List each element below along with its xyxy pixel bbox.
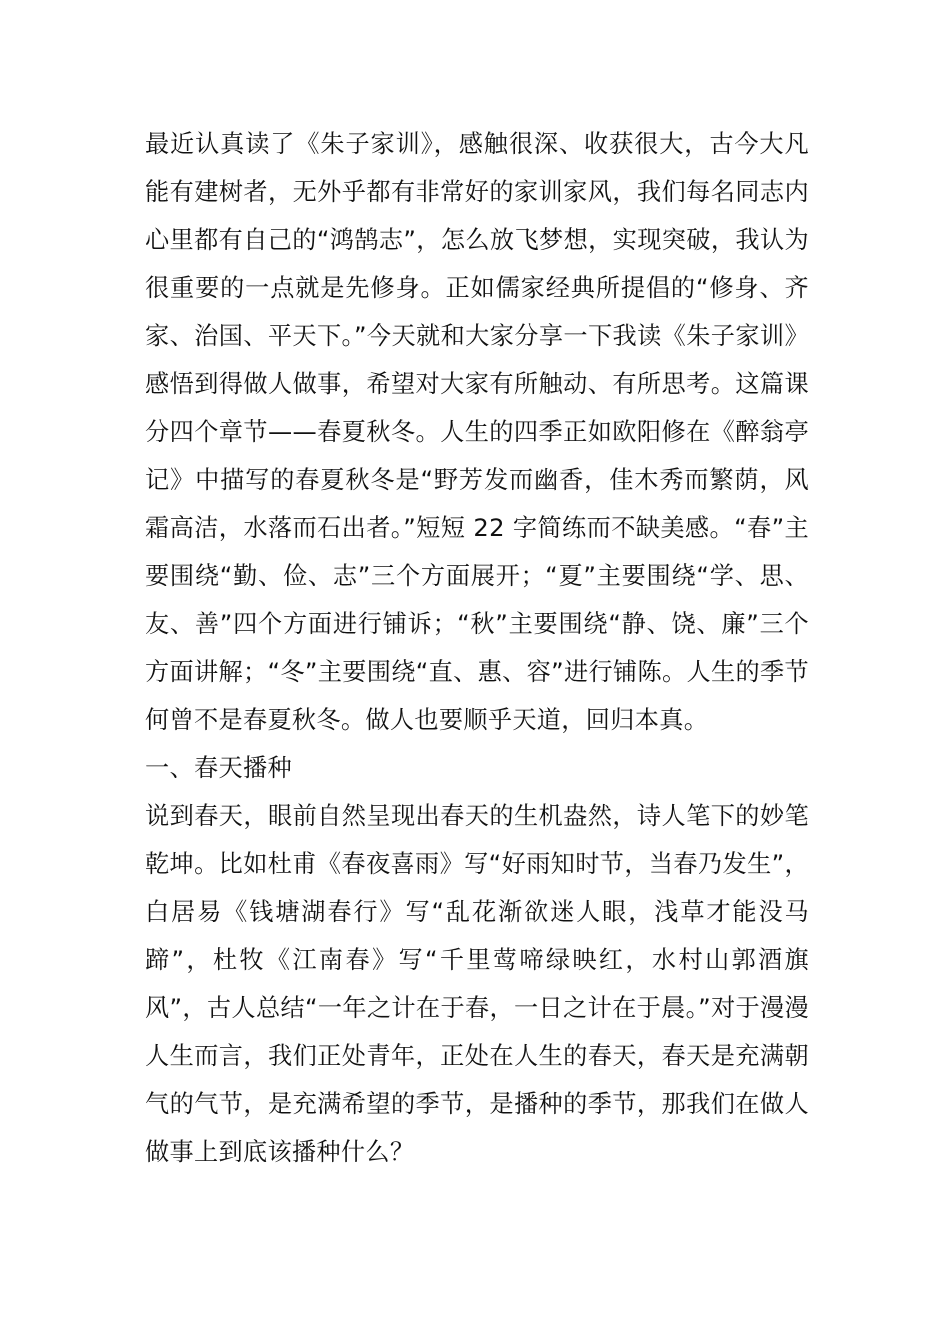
intro-paragraph: 最近认真读了《朱子家训》，感触很深、收获很大，古今大凡能有建树者，无外乎都有非常好的家训家风，我们每名同志内心里都有自己的“鸿鹄志”，怎么放飞梦想，实现突破，我认为很重要的一点就是先修身。正如儒家经典所提倡的“修身、齐家、治国、平天下。”今天就和大家分享一下我读《朱子家训》感悟到得做人做事，希望对大家有所触动、有所思考。这篇课分四个章节——春夏秋冬。人生的四季正如欧阳修在《醉翁亭记》中描写的春夏秋冬是“野芳发而幽香，佳木秀而繁荫，风霜高洁，水落而石出者。”短短 22 字简练而不缺美感。“春”主要围绕“勤、俭、志”三个方面展开；“夏”主要围绕“学、思、友、善”四个方面进行铺诉；“秋”主要围绕“静、饶、廉”三个方面讲解；“冬”主要围绕“直、惠、容”进行铺陈。人生的季节何曾不是春夏秋冬。做人也要顺乎天道，回归本真。 [145, 130, 809, 734]
spring-paragraph: 说到春天，眼前自然呈现出春天的生机盎然，诗人笔下的妙笔乾坤。比如杜甫《春夜喜雨》写“好雨知时节，当春乃发生”，白居易《钱塘湖春行》写“乱花渐欲迷人眼，浅草才能没马蹄”，杜牧《江南春》写“千里莺啼绿映红，水村山郭酒旗风”，古人总结“一年之计在于春，一日之计在于晨。”对于漫漫人生而言，我们正处青年，正处在人生的春天，春天是充满朝气的气节，是充满希望的季节，是播种的季节，那我们在做人做事上到底该播种什么？ [145, 802, 809, 1166]
document-body [145, 120, 809, 1176]
section-heading: 一、春天播种 [145, 754, 292, 782]
